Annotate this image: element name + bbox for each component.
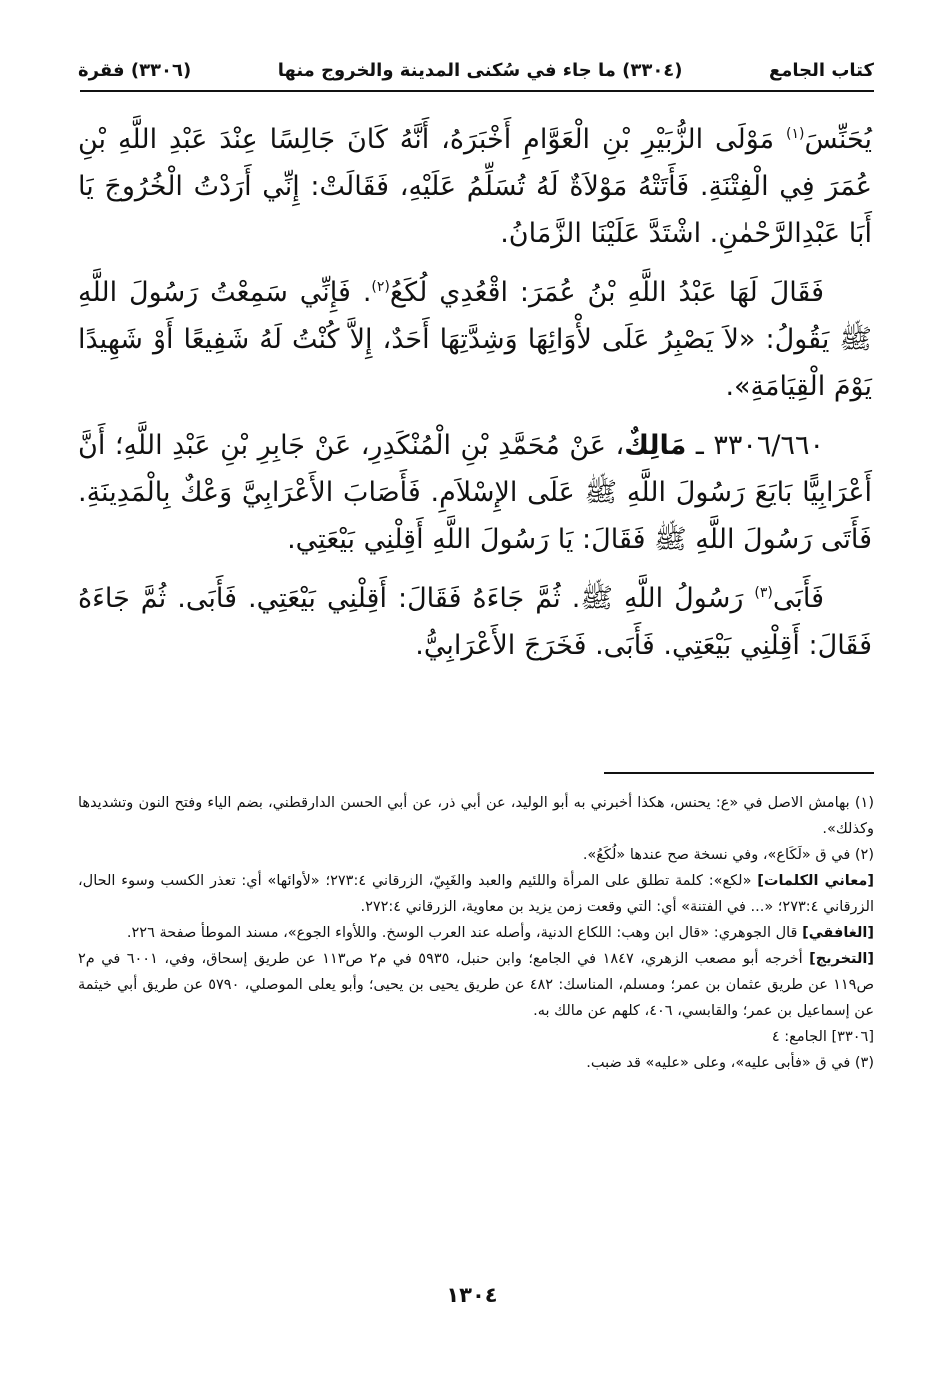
note-tag: [الغافقي] bbox=[802, 925, 874, 941]
note-takhrij bbox=[78, 946, 874, 1024]
note-3306 bbox=[78, 1024, 874, 1050]
header-paragraph-number: (٣٣٠٦) فقرة bbox=[78, 59, 192, 81]
footnote-ref-3: (٣) bbox=[754, 585, 773, 601]
footnote-2: (٢) في ق «لَكَاع»، وفي نسخة صح عندها «لُكَعُ». bbox=[582, 847, 874, 863]
note-text: الجامع: ٤ bbox=[771, 1029, 832, 1045]
footnote-3: (٣) في ق «فأبى عليه»، وعلى «عليه» قد ضبب. bbox=[586, 1055, 874, 1071]
main-text bbox=[78, 116, 872, 681]
header-chapter-title: (٣٣٠٤) ما جاء في سُكنى المدينة والخروج منها bbox=[277, 59, 683, 81]
footnote-1: (١) بهامش الاصل في «ع: يحنس، هكذا أخبرني به أبو الوليد، عن أبي ذر، عن أبي الحسن الدارقطني، بضم الياء وفتح النون وتشديدها وكذلك». bbox=[78, 795, 874, 837]
footnote-divider bbox=[604, 772, 874, 774]
note-tag: [التخريج] bbox=[809, 951, 875, 967]
footnote-ref-1: (١) bbox=[786, 126, 805, 142]
note-tag: [٣٣٠٦] bbox=[831, 1029, 874, 1045]
p1-rest: مَوْلَى الزُّبَيْرِ بْنِ الْعَوَّامِ أَخْبَرَهُ، أَنَّهُ كَانَ جَالِسًا عِنْدَ عَبْدِ اللَّهِ بْنِ عُمَرَ فِي الْفِتْنَةِ. فَأَتَتْهُ مَوْلاَةٌ لَهُ تُسَلِّمُ عَلَيْهِ، فَقَالَتْ: إِنِّي أَرَدْتُ الْخُرُوجَ يَا أَبَا عَبْدِالرَّحْمٰنِ. اشْتَدَّ عَلَيْنَا الزَّمَانُ. bbox=[78, 124, 872, 249]
header-book-title: كتاب الجامع bbox=[768, 59, 874, 81]
note-text: «لكع»: كلمة تطلق على المرأة واللئيم والعبد والغَبِيّ، الزرقاني ٢٧٣:٤؛ «لأوائها» أي: تعذر الكسب وسوء الحال، الزرقاني ٢٧٣:٤؛ «... في الفتنة» أي: التي وقعت زمن يزيد بن معاوية، الزرقاني ٢٧٢:٤. bbox=[78, 873, 874, 915]
p2-rest: . فَإِنِّي سَمِعْتُ رَسُولَ اللَّهِ ﷺ يَقُولُ: «لاَ يَصْبِرُ عَلَى لأْوَائِهَا وَشِدَّتِهَا أَحَدٌ، إِلاَّ كُنْتُ لَهُ شَفِيعًا أَوْ شَهِيدًا يَوْمَ الْقِيَامَةِ». bbox=[78, 277, 872, 402]
running-header bbox=[78, 50, 874, 90]
paragraph-2 bbox=[78, 269, 872, 410]
footnotes bbox=[78, 790, 874, 1076]
note-text: أخرجه أبو مصعب الزهري، ١٨٤٧ في الجامع؛ وابن حنبل، ٥٩٣٥ في م٢ ص١١٣ عن طريق إسحاق، وفي، ٦٠٠١ في م٢ ص١١٩ عن طريق عثمان بن عمر؛ ومسلم، المناسك: ٤٨٢ عن طريق يحيى بن يحيى؛ وأبو يعلى الموصلي، ٥٧٩٠ عن طريق أبي خيثمة عن إسماعيل بن عمر؛ والقابسي، ٤٠٦، كلهم عن مالك به. bbox=[78, 951, 874, 1019]
p2-start: فَقَالَ لَهَا عَبْدُ اللَّهِ بْنُ عُمَرَ: اقْعُدِي لُكَعُ bbox=[389, 277, 824, 308]
note-tag: [معاني الكلمات] bbox=[757, 873, 875, 889]
paragraph-1 bbox=[78, 116, 872, 257]
note-word-meanings bbox=[78, 868, 874, 920]
hadith-3306 bbox=[78, 422, 872, 563]
paragraph-4 bbox=[78, 575, 872, 669]
note-text: قال الجوهري: «قال ابن وهب: اللكاع الدنية، وأصله عند العرب الوسخ. واللأواء الجوع»، مسند الموطأ صفحة ٢٢٦. bbox=[126, 925, 803, 941]
page-number: ١٣٠٤ bbox=[446, 1283, 498, 1307]
hadith-number: ٣٣٠٦/٦٦٠ ـ bbox=[695, 430, 824, 461]
narrator-name: مَالِكٌ bbox=[624, 430, 687, 461]
p4-start: فَأَبَى bbox=[772, 583, 824, 614]
hadith-text: ، عَنْ مُحَمَّدِ بْنِ الْمُنْكَدِرِ، عَنْ جَابِرِ بْنِ عَبْدِ اللَّهِ؛ أَنَّ أَعْرَابِيًّا بَايَعَ رَسُولَ اللَّهِ ﷺ عَلَى الإِسْلاَمِ. فَأَصَابَ الأَعْرَابِيَّ وَعْكٌ بِالْمَدِينَةِ. فَأَتَى رَسُولَ اللَّهِ ﷺ فَقَالَ: يَا رَسُولَ اللَّهِ أَقِلْنِي بَيْعَتِي. bbox=[78, 430, 872, 555]
footnote-ref-2: (٢) bbox=[371, 279, 390, 295]
p1-start: يُحَنِّسَ bbox=[804, 124, 872, 155]
header-divider bbox=[80, 90, 874, 92]
p4-rest: رَسُولُ اللَّهِ ﷺ. ثُمَّ جَاءَهُ فَقَالَ: أَقِلْنِي بَيْعَتِي. فَأَبَى. ثُمَّ جَاءَهُ فَقَالَ: أَقِلْنِي بَيْعَتِي. فَأَبَى. فَخَرَجَ الأَعْرَابِيُّ. bbox=[78, 583, 872, 661]
note-ghafiqi bbox=[78, 920, 874, 946]
